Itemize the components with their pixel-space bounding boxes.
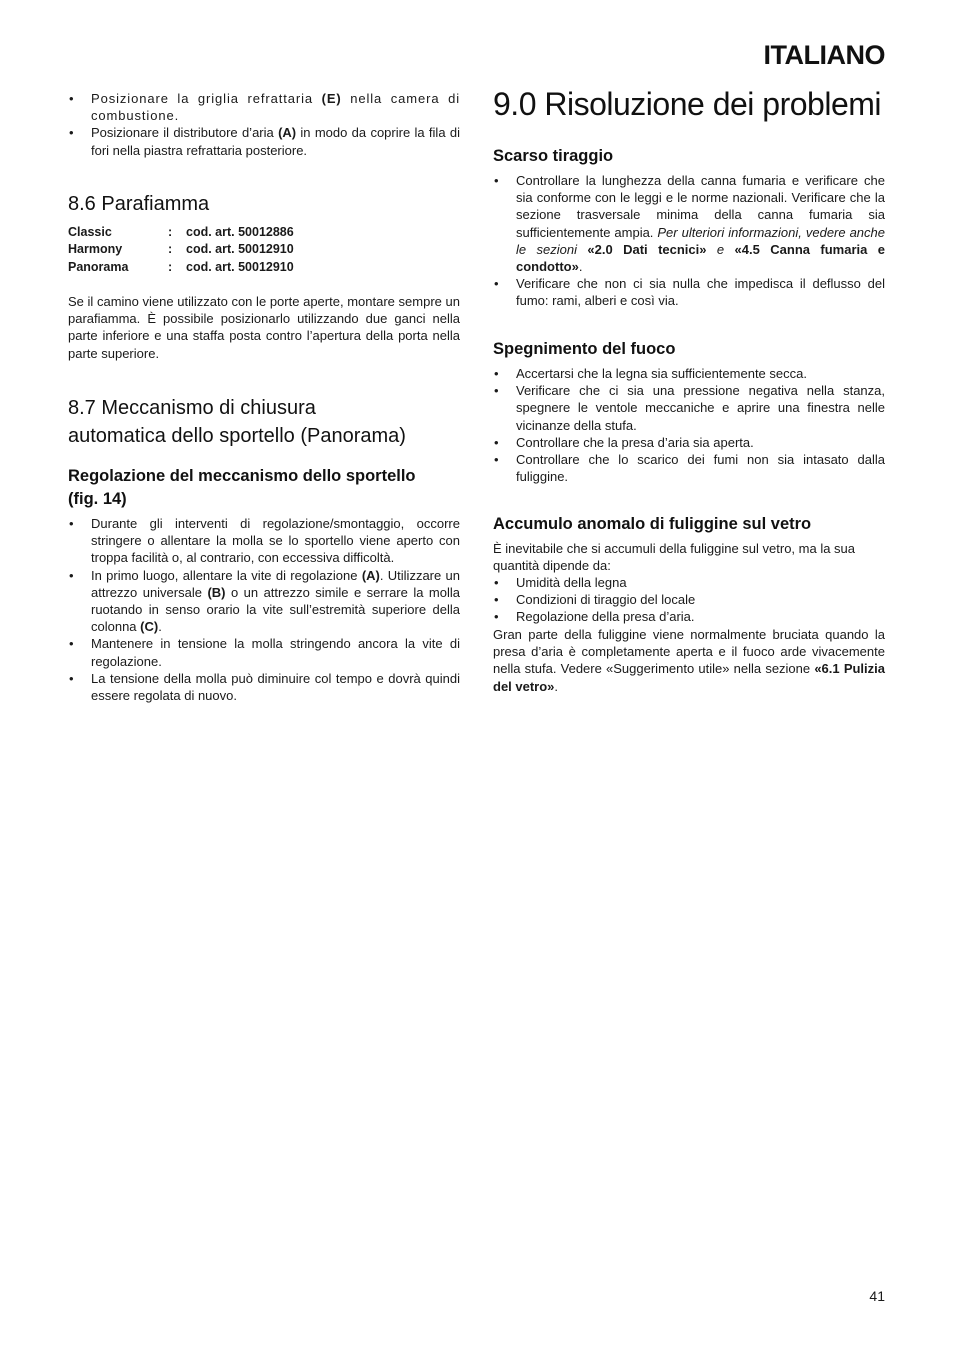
table-row: Classic : cod. art. 50012886 — [68, 225, 294, 239]
section-8-7-bullet-list — [68, 515, 460, 704]
list-item: • Umidità della legna — [493, 574, 885, 591]
section-8-6-heading: 8.6 Parafiamma — [68, 193, 210, 215]
language-label: ITALIANO — [763, 40, 885, 70]
list-item: • Condizioni di tiraggio del locale — [493, 591, 885, 608]
list-item: • Posizionare il distributore d’aria (A) in modo da coprire la fila di fori nella piastra refrattaria posteriore. — [68, 124, 460, 158]
list-item: • Controllare che la presa d’aria sia aperta. — [493, 434, 885, 451]
spegnimento-list — [493, 365, 885, 485]
accumulo-heading: Accumulo anomalo di fuliggine sul vetro — [493, 515, 812, 533]
table-row: Harmony : cod. art. 50012910 — [68, 242, 294, 257]
list-item: • Verificare che ci sia una pressione negativa nella stanza, spegnere le ventole meccaniche e aprire una finestra nelle vicinanze della stufa. — [493, 382, 885, 434]
accumulo-list — [493, 574, 885, 626]
page-number: 41 — [869, 1288, 885, 1304]
list-item: • Controllare che lo scarico dei fumi non sia intasato dalla fuliggine. — [493, 451, 885, 485]
intro-bullet-list — [68, 90, 460, 159]
list-item: • La tensione della molla può diminuire col tempo e dovrà quindi essere regolata di nuovo. — [68, 670, 460, 704]
accumulo-intro: È inevitabile che si accumuli della fuliggine sul vetro, ma la sua quantità dipende da: — [493, 541, 856, 574]
scarso-tiraggio-list — [493, 172, 885, 310]
table-row: Panorama : cod. art. 50012910 — [68, 259, 294, 274]
list-item: • Durante gli interventi di regolazione/smontaggio, occorre stringere o allentare la molla se lo sportello viene aperto con troppa facilità o, al contrario, con eccessiva difficoltà. — [68, 515, 460, 567]
section-8-7-subheading: Regolazione del meccanismo dello sportello (fig. 14) — [68, 467, 416, 508]
list-item: • Verificare che non ci sia nulla che impedisca il deflusso del fumo: rami, alberi e così via. — [493, 275, 885, 309]
article-code-table — [68, 224, 460, 276]
list-item: • Mantenere in tensione la molla stringendo ancora la vite di regolazione. — [68, 635, 460, 669]
list-item: • Accertarsi che la legna sia sufficientemente secca. — [493, 365, 885, 382]
accumulo-outro: Gran parte della fuliggine viene normalmente bruciata quando la presa d’aria è completamente aperta e il fuoco arde vivacemente nella stufa. Vedere «Suggerimento utile» nella sezione «6.1 Pulizia del vetro». — [493, 627, 885, 694]
section-8-6-paragraph: Se il camino viene utilizzato con le porte aperte, montare sempre un parafiamma. È possibile posizionarlo utilizzando due ganci nella parte inferiore e una staffa posta contro l’apertura della porta nella parte superiore. — [68, 294, 460, 361]
list-item: • In primo luogo, allentare la vite di regolazione (A). Utilizzare un attrezzo universale (B) o un attrezzo simile e serrare la molla ruotando in senso orario la vite sull’estremità superiore della colonna (C). — [68, 567, 460, 636]
list-item: • Regolazione della presa d’aria. — [493, 608, 885, 625]
spegnimento-heading: Spegnimento del fuoco — [493, 340, 676, 358]
list-item: • Controllare la lunghezza della canna fumaria e verificare che sia conforme con le leggi e le norme nazionali. Verificare che la sezione trasversale minima della canna fumaria sia sufficientemente ampia. Per ulteriori informazioni, vedere anche le sezioni «2.0 Dati tecnici» e «4.5 Canna fumaria e condotto». — [493, 172, 885, 275]
section-9-title: 9.0 Risoluzione dei problemi — [493, 86, 881, 122]
section-8-7-heading: 8.7 Meccanismo di chiusura automatica dello sportello (Panorama) — [68, 397, 406, 447]
list-item: • Posizionare la griglia refrattaria (E) nella camera di combustione. — [68, 90, 460, 124]
scarso-tiraggio-heading: Scarso tiraggio — [493, 147, 614, 165]
